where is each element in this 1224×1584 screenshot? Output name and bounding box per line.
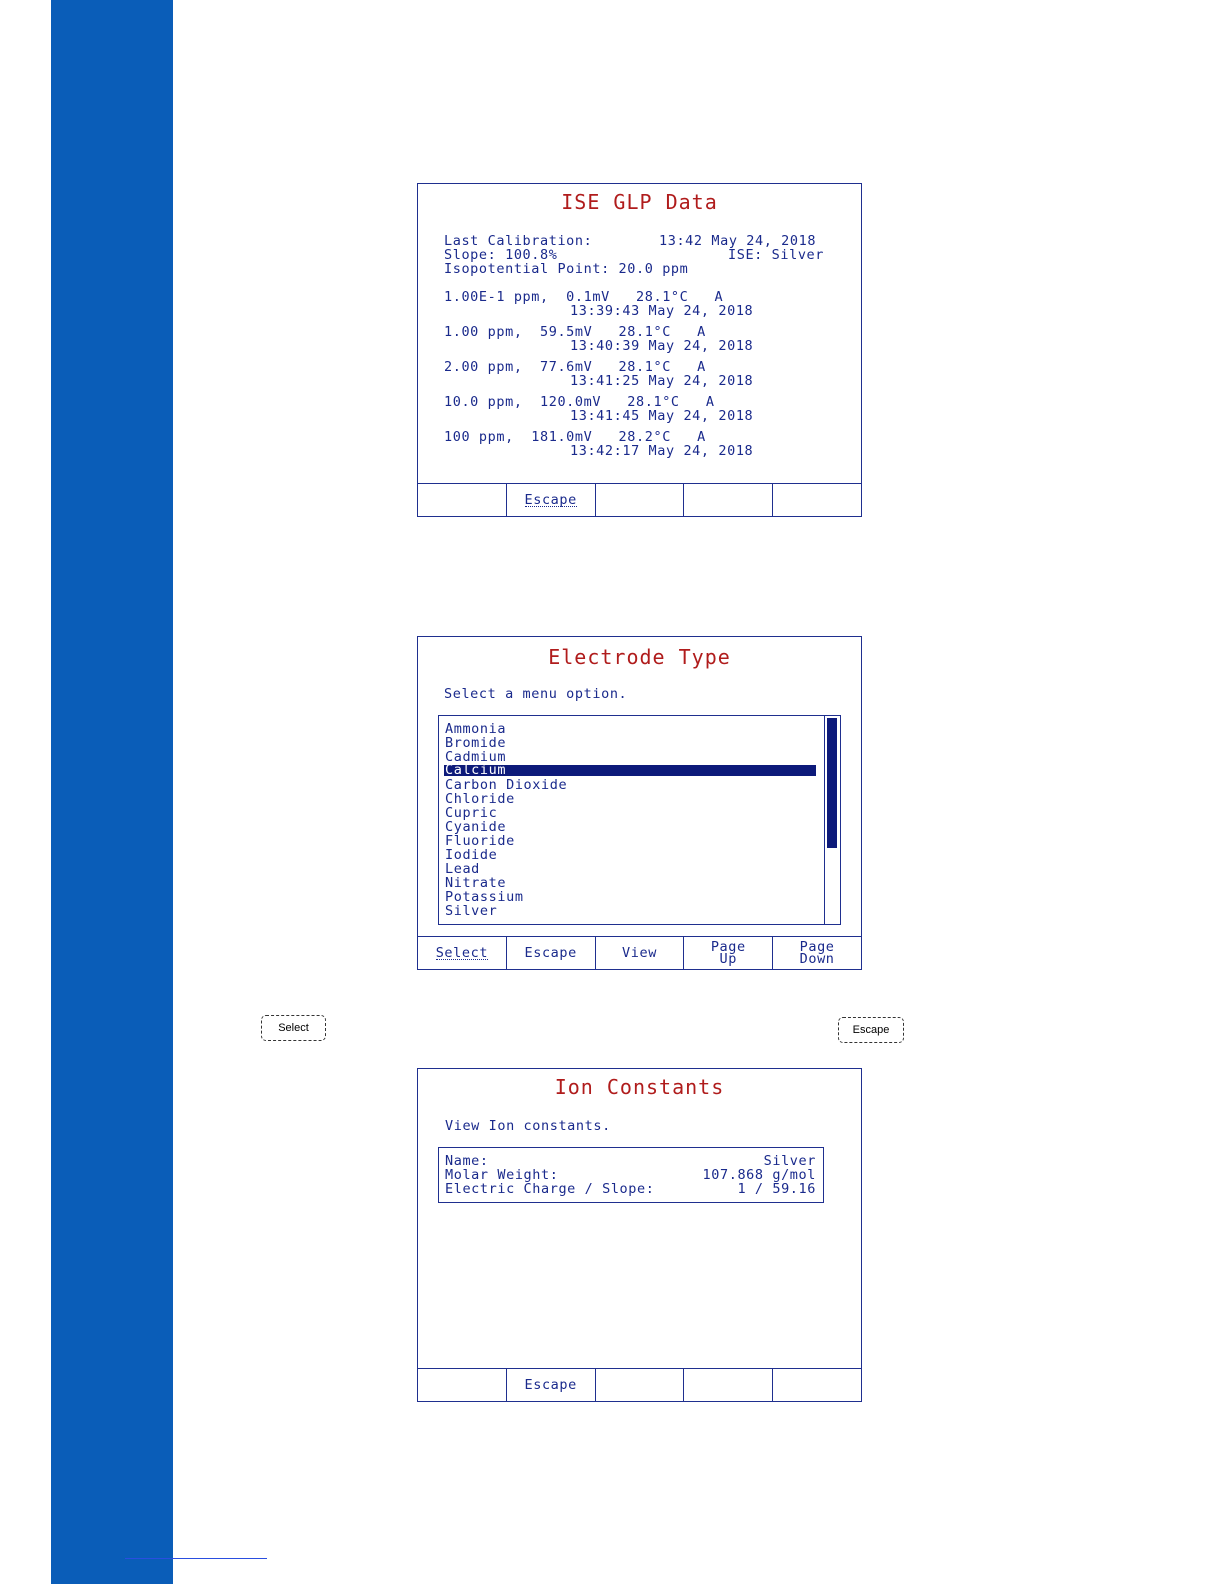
list-scrollbar[interactable] (824, 716, 840, 924)
isopotential-point: Isopotential Point: 20.0 ppm (444, 261, 689, 277)
list-item[interactable]: Carbon Dioxide (445, 777, 568, 793)
select-key-button[interactable]: Select (261, 1015, 326, 1041)
cal-point-time: 13:39:43 May 24, 2018 (570, 303, 754, 319)
molar-weight-label: Molar Weight: (445, 1167, 559, 1183)
blue-sidebar-band (51, 0, 173, 1584)
name-value: Silver (763, 1153, 816, 1169)
ise-glp-data-screen (417, 183, 862, 517)
escape-key-button[interactable]: Escape (838, 1017, 904, 1043)
list-item[interactable]: Cadmium (445, 749, 507, 765)
molar-weight-value: 107.868 g/mol (702, 1167, 816, 1183)
escape-softkey-label: Escape (524, 491, 577, 508)
electrode-type-screen (417, 636, 862, 970)
list-item[interactable]: Potassium (445, 889, 524, 905)
cal-point-time: 13:42:17 May 24, 2018 (570, 443, 754, 459)
cal-point-reading: 100 ppm, 181.0mV 28.2°C A (444, 429, 706, 445)
charge-slope-label: Electric Charge / Slope: (445, 1181, 655, 1197)
cal-point-reading: 1.00E-1 ppm, 0.1mV 28.1°C A (444, 289, 724, 305)
list-item[interactable]: Lead (445, 861, 480, 877)
list-item[interactable]: Ammonia (445, 721, 507, 737)
last-calibration-label: Last Calibration: (444, 233, 593, 249)
softkey-1[interactable] (418, 1369, 507, 1401)
ion-constants-screen (417, 1068, 862, 1402)
footer-rule (125, 1558, 267, 1559)
list-item[interactable]: Bromide (445, 735, 507, 751)
page-down-label-1: Page (799, 939, 835, 955)
softkey-5[interactable] (773, 1369, 861, 1401)
view-prompt: View Ion constants. (445, 1118, 611, 1134)
menu-prompt: Select a menu option. (444, 686, 628, 702)
charge-slope-value: 1 / 59.16 (737, 1181, 816, 1197)
list-item[interactable]: Fluoride (445, 833, 515, 849)
page-up-label-2: Up (719, 951, 738, 967)
softkey-4[interactable] (684, 1369, 773, 1401)
electrode-list[interactable] (438, 715, 841, 925)
screen-title: ISE GLP Data (561, 190, 718, 214)
ise-type-value: ISE: Silver (728, 247, 825, 263)
softkey-bar (418, 1368, 861, 1401)
ion-constants-box (438, 1147, 824, 1203)
softkey-3[interactable] (596, 1369, 685, 1401)
calibration-points-list (418, 282, 861, 459)
page-up-label-1: Page (710, 939, 746, 955)
cal-point-reading: 10.0 ppm, 120.0mV 28.1°C A (444, 394, 715, 410)
softkey-bar (418, 483, 861, 516)
electrode-list-items (444, 722, 816, 918)
cal-point-time: 13:41:45 May 24, 2018 (570, 408, 754, 424)
slope-value: Slope: 100.8% (444, 247, 558, 263)
list-item[interactable]: Cyanide (445, 819, 507, 835)
screen-title: Ion Constants (554, 1075, 725, 1099)
softkey-1[interactable] (418, 484, 507, 516)
name-label: Name: (445, 1153, 489, 1169)
list-item[interactable]: Cupric (445, 805, 498, 821)
select-softkey[interactable] (418, 937, 507, 969)
select-softkey-label: Select (435, 944, 489, 961)
cal-point-time: 13:40:39 May 24, 2018 (570, 338, 754, 354)
escape-softkey[interactable] (507, 484, 596, 516)
list-item[interactable]: Iodide (445, 847, 498, 863)
softkey-5[interactable] (773, 484, 861, 516)
list-item[interactable]: Silver (445, 903, 498, 919)
cal-point-reading: 2.00 ppm, 77.6mV 28.1°C A (444, 359, 706, 375)
selected-list-item[interactable]: Calcium (444, 765, 816, 776)
escape-softkey[interactable]: Escape (507, 1369, 596, 1401)
page-down-softkey[interactable] (773, 937, 861, 969)
last-calibration-value: 13:42 May 24, 2018 (659, 233, 817, 249)
cal-point-reading: 1.00 ppm, 59.5mV 28.1°C A (444, 324, 706, 340)
screen-title: Electrode Type (548, 645, 731, 669)
cal-point-time: 13:41:25 May 24, 2018 (570, 373, 754, 389)
list-item[interactable]: Chloride (445, 791, 515, 807)
list-item[interactable]: Nitrate (445, 875, 507, 891)
page-up-softkey[interactable] (684, 937, 773, 969)
scrollbar-thumb[interactable] (827, 718, 837, 848)
softkey-bar (418, 936, 861, 969)
softkey-3[interactable] (596, 484, 685, 516)
page-down-label-2: Down (799, 951, 835, 967)
view-softkey[interactable]: View (596, 937, 685, 969)
escape-softkey[interactable]: Escape (507, 937, 596, 969)
softkey-4[interactable] (684, 484, 773, 516)
